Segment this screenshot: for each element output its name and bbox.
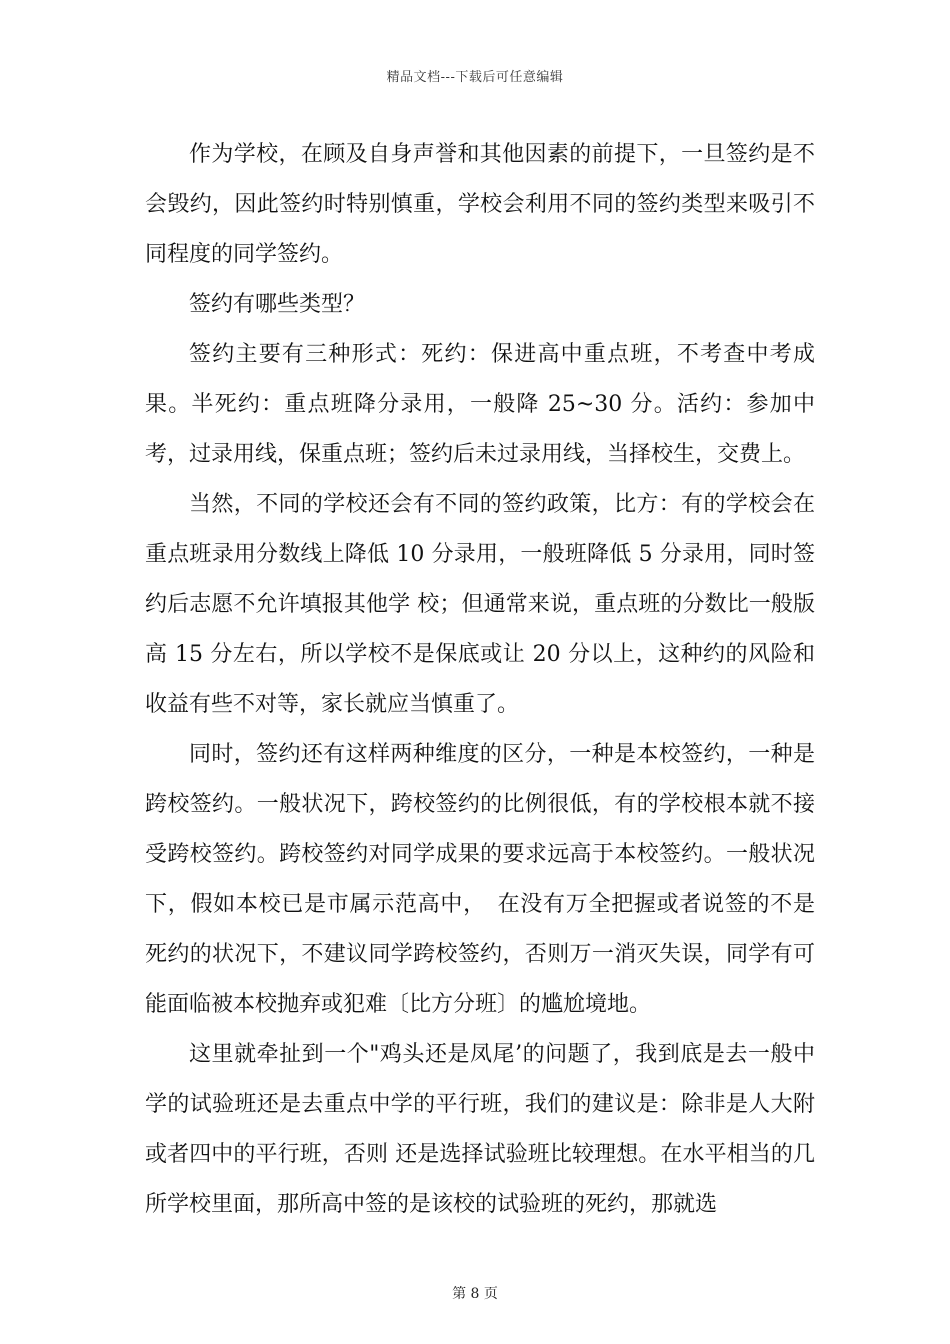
- paragraph: 作为学校，在顾及自身声誉和其他因素的前提下，一旦签约是不会毁约，因此签约时特别慎重，学校会利用不同的签约类型来吸引不同程度的同学签约。: [145, 142, 815, 267]
- document-body: [145, 130, 815, 1230]
- paragraph: 签约主要有三种形式：死约：保进高中重点班，不考查中考成果。半死约：重点班降分录用，一般降 25~30 分。活约：参加中考，过录用线，保重点班；签约后未过录用线，当择校生，交费上。: [145, 342, 815, 467]
- paragraph: 同时，签约还有这样两种维度的区分，一种是本校签约，一种是跨校签约。一般状况下，跨校签约的比例很低，有的学校根本就不接受跨校签约。跨校签约对同学成果的要求远高于本校签约。一般状况下，假如本校已是市属示范高中， 在没有万全把握或者说签的不是死约的状况下，不建议同学跨校签约，否则万一消灭失误，同学有可能面临被本校抛弃或犯难〔比方分班〕的尴尬境地。: [145, 742, 815, 1017]
- page-number: 第 8 页: [452, 1286, 498, 1302]
- page-header: 精品文档---下载后可任意编辑: [386, 70, 564, 85]
- paragraph: 这里就牵扯到一个"鸡头还是凤尾’的问题了，我到底是去一般中学的试验班还是去重点中学的平行班，我们的建议是：除非是人大附或者四中的平行班，否则 还是选择试验班比较理想。在水平相当的几所学校里面，那所高中签的是该校的试验班的死约，那就选: [145, 1042, 815, 1217]
- paragraph-heading: 签约有哪些类型？: [189, 292, 366, 317]
- paragraph: 当然，不同的学校还会有不同的签约政策，比方：有的学校会在重点班录用分数线上降低 10 分录用，一般班降低 5 分录用，同时签约后志愿不允许填报其他学 校；但通常来说，重点班的分数比一般版高 15 分左右，所以学校不是保底或让 20 分以上，这种约的风险和收益有些不对等，家长就应当慎重了。: [145, 492, 815, 717]
